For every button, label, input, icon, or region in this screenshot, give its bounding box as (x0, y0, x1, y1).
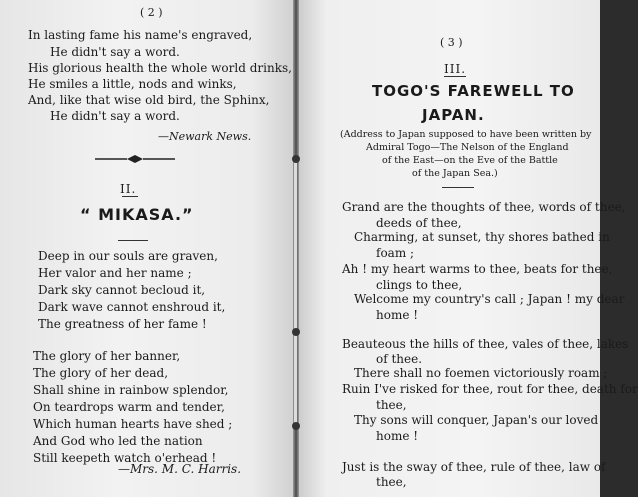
binding-thread (294, 160, 297, 330)
credit-harris: —Mrs. M. C. Harris. (118, 462, 242, 476)
stanza-line: The greatness of her fame ! (38, 317, 207, 331)
togo-title-line2: JAPAN. (422, 106, 485, 124)
stanza-line: Just is the sway of thee, rule of thee, law of (342, 460, 606, 474)
stanza-line: Dark sky cannot becloud it, (38, 283, 206, 297)
stanza-line: deeds of thee, (376, 216, 462, 230)
stanza-line: Charming, at sunset, thy shores bathed in (354, 230, 610, 244)
stitch-icon (292, 155, 300, 163)
stanza-line: Ah ! my heart warms to thee, beats for thee, (342, 262, 613, 276)
stanza-line: of thee. (376, 352, 423, 366)
stanza-line: Beauteous the hills of thee, vales of thee, lakes (342, 337, 629, 351)
stanza-line: Which human hearts have shed ; (33, 417, 233, 431)
stanza-line: thee, (376, 475, 407, 489)
page-number-left: ( 2 ) (140, 6, 163, 19)
numeral-underline (444, 76, 466, 77)
left-page (0, 0, 296, 497)
stanza-line: Ruin I've risked for thee, rout for thee, death for (342, 382, 638, 396)
stanza-line: Thy sons will conquer, Japan's our loved (354, 413, 599, 427)
note-rule (442, 187, 474, 188)
right-page (296, 0, 638, 497)
stanza-line: Grand are the thoughts of thee, words of thee, (342, 200, 626, 214)
subtitle-note-line: of the East—on the Eve of the Battle (382, 155, 558, 166)
stanza-line: Her valor and her name ; (38, 266, 192, 280)
mikasa-title: “ MIKASA.” (80, 205, 194, 224)
subtitle-note-line: Admiral Togo—The Nelson of the England (366, 142, 569, 153)
poem-line: His glorious health the whole world drinks, (28, 61, 292, 75)
ornament-divider-icon (95, 154, 175, 164)
poem-line: In lasting fame his name's engraved, (28, 28, 253, 42)
binding-thread (294, 335, 297, 425)
stanza-line: On teardrops warm and tender, (33, 400, 225, 414)
stanza-line: Dark wave cannot enshroud it, (38, 300, 226, 314)
subtitle-note-line: (Address to Japan supposed to have been written by (340, 129, 592, 140)
stanza-line: Welcome my country's call ; Japan ! my dear (354, 292, 625, 306)
poem-line: And, like that wise old bird, the Sphinx, (28, 93, 270, 107)
section-numeral-2: II. (120, 182, 137, 196)
numeral-underline (122, 196, 138, 197)
stanza-line: And God who led the nation (33, 434, 203, 448)
title-rule (118, 240, 148, 241)
stanza-line: The glory of her banner, (33, 349, 181, 363)
stitch-icon (292, 422, 300, 430)
stanza-line: foam ; (376, 246, 415, 260)
subtitle-note-line: of the Japan Sea.) (412, 168, 498, 179)
stanza-line: clings to thee, (376, 278, 463, 292)
stanza-line: Deep in our souls are graven, (38, 249, 218, 263)
stitch-icon (292, 328, 300, 336)
stanza-line: There shall no foemen victoriously roam ; (354, 366, 608, 380)
section-numeral-3: III. (444, 62, 467, 76)
poem-line: He smiles a little, nods and winks, (28, 77, 237, 91)
page-number-right: ( 3 ) (440, 36, 463, 49)
stanza-line: Still keepeth watch o'erhead ! (33, 451, 217, 465)
stanza-line: Shall shine in rainbow splendor, (33, 383, 229, 397)
stanza-line: home ! (376, 308, 419, 322)
credit-newark-news: —Newark News. (158, 130, 252, 143)
togo-title-line1: TOGO'S FAREWELL TO (372, 82, 575, 100)
poem-line: He didn't say a word. (50, 45, 180, 59)
stanza-line: home ! (376, 429, 419, 443)
stanza-line: thee, (376, 398, 407, 412)
stanza-line: The glory of her dead, (33, 366, 169, 380)
poem-line: He didn't say a word. (50, 109, 180, 123)
